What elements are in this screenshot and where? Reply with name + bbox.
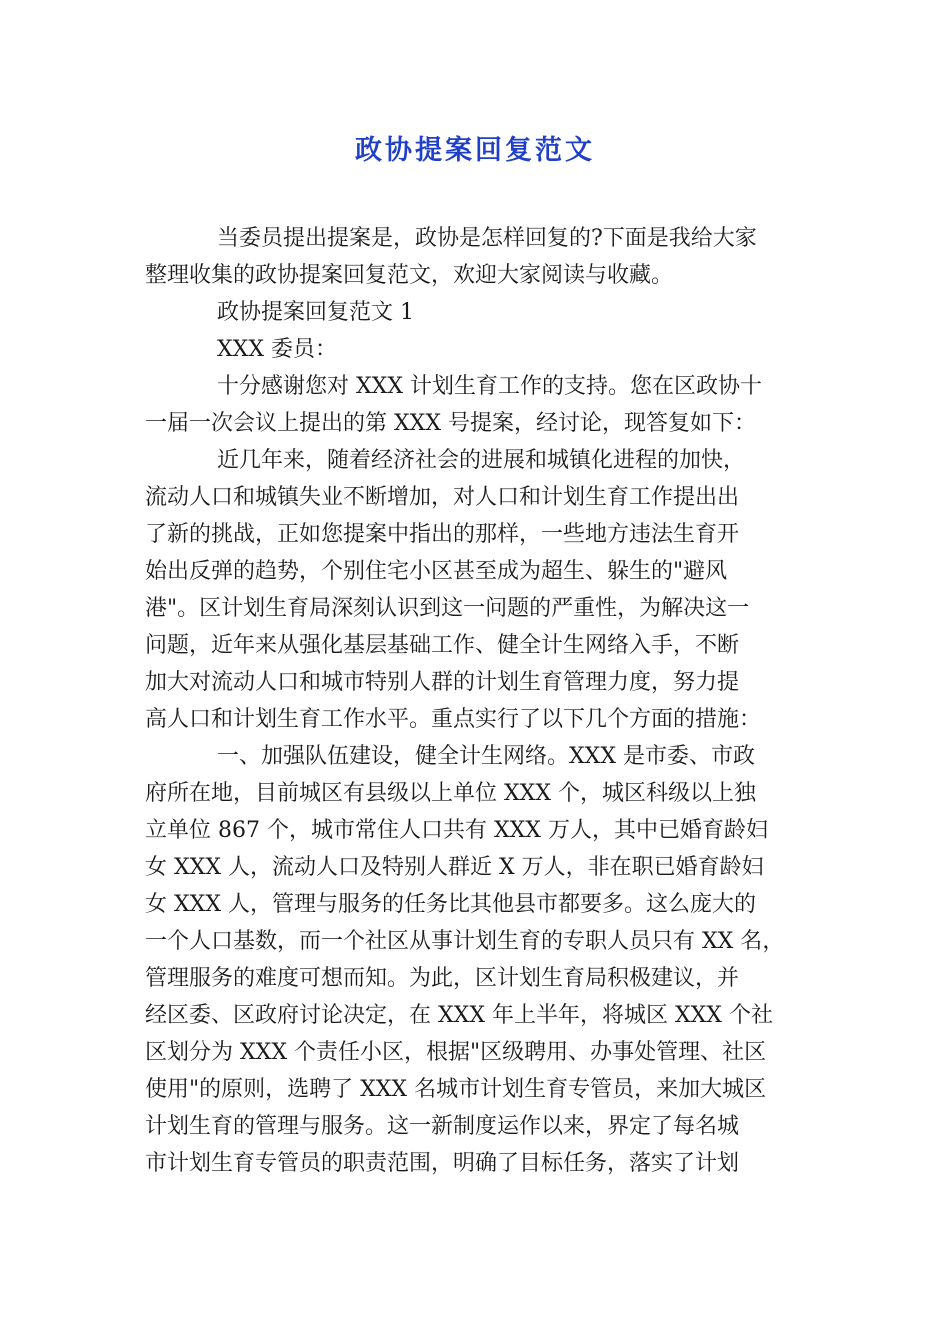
paragraph-line: 府所在地，目前城区有县级以上单位 XXX 个，城区科级以上独 <box>145 781 756 806</box>
paragraph-line: 女 XXX 人，管理与服务的任务比其他县市都要多。这么庞大的 <box>145 892 756 917</box>
paragraph-line: 经区委、区政府讨论决定，在 XXX 年上半年，将城区 XXX 个社 <box>145 1003 773 1028</box>
paragraph-line: 始出反弹的趋势，个别住宅小区甚至成为超生、躲生的"避风 <box>145 559 728 584</box>
paragraph-line: 一、加强队伍建设，健全计生网络。XXX 是市委、市政 <box>217 744 755 769</box>
paragraph-line: 立单位 867 个，城市常住人口共有 XXX 万人，其中已婚育龄妇 <box>145 818 768 843</box>
paragraph-line: 港"。区计划生育局深刻认识到这一问题的严重性，为解决这一 <box>145 596 750 621</box>
paragraph-line: 管理服务的难度可想而知。为此，区计划生育局积极建议，并 <box>145 966 740 991</box>
paragraph-line: 问题，近年来从强化基层基础工作、健全计生网络入手，不断 <box>145 633 740 658</box>
paragraph-line: 整理收集的政协提案回复范文，欢迎大家阅读与收藏。 <box>145 263 674 288</box>
paragraph-line: 了新的挑战，正如您提案中指出的那样，一些地方违法生育开 <box>145 522 740 547</box>
paragraph-line: 高人口和计划生育工作水平。重点实行了以下几个方面的措施： <box>145 707 762 732</box>
salutation: XXX 委员： <box>217 337 337 362</box>
section-heading: 政协提案回复范文 1 <box>217 300 414 325</box>
document-title: 政协提案回复范文 <box>355 135 595 166</box>
paragraph-line: 市计划生育专管员的职责范围，明确了目标任务，落实了计划 <box>145 1151 740 1176</box>
paragraph-line: 使用"的原则，选聘了 XXX 名城市计划生育专管员，来加大城区 <box>145 1077 767 1102</box>
paragraph-line: 一届一次会议上提出的第 XXX 号提案，经讨论，现答复如下： <box>145 411 756 436</box>
paragraph-line: 计划生育的管理与服务。这一新制度运作以来，界定了每名城 <box>145 1114 740 1139</box>
paragraph-line: 当委员提出提案是，政协是怎样回复的?下面是我给大家 <box>217 226 757 251</box>
paragraph-line: 十分感谢您对 XXX 计划生育工作的支持。您在区政协十 <box>217 374 762 399</box>
paragraph-line: 女 XXX 人，流动人口及特别人群近 X 万人，非在职已婚育龄妇 <box>145 855 764 880</box>
document-body <box>145 220 815 1182</box>
paragraph-line: 一个人口基数，而一个社区从事计划生育的专职人员只有 XX 名， <box>145 929 785 954</box>
paragraph-line: 加大对流动人口和城市特别人群的计划生育管理力度，努力提 <box>145 670 740 695</box>
paragraph-line: 区划分为 XXX 个责任小区，根据"区级聘用、办事处管理、社区 <box>145 1040 767 1065</box>
paragraph-line: 流动人口和城镇失业不断增加，对人口和计划生育工作提出出 <box>145 485 740 510</box>
paragraph-line: 近几年来，随着经济社会的进展和城镇化进程的加快， <box>217 448 746 473</box>
